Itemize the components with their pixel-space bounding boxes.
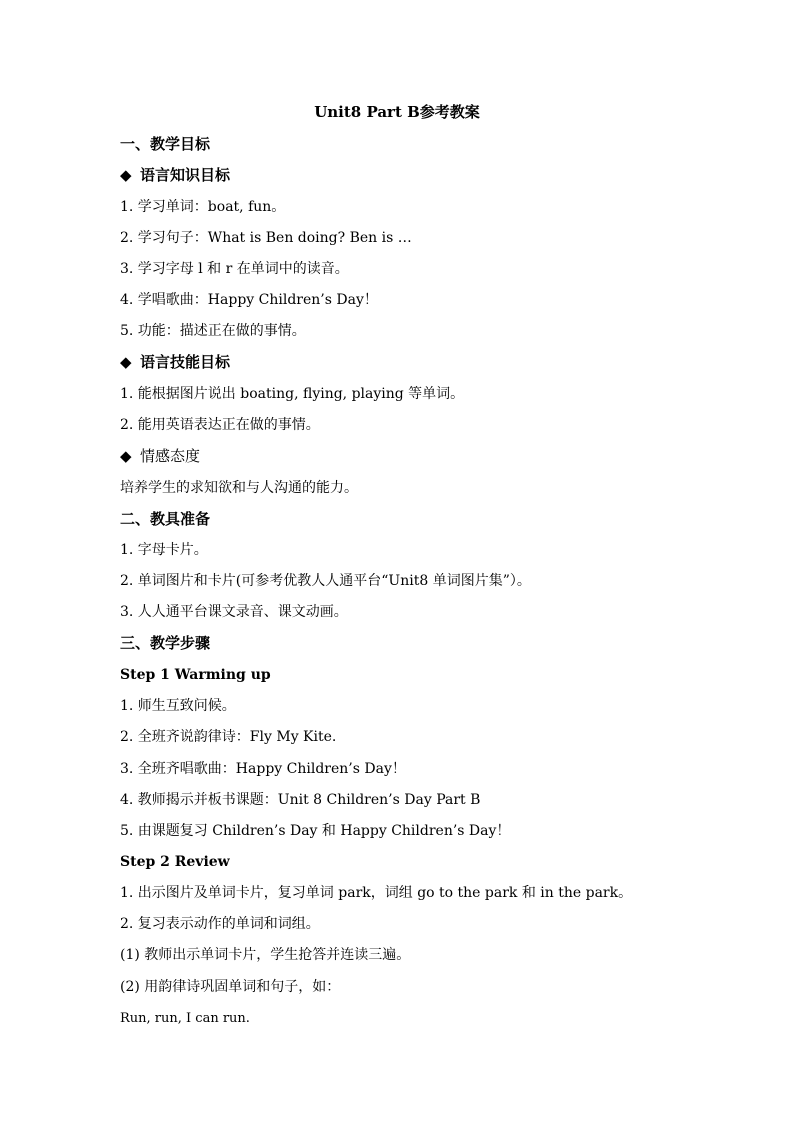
list-item: (1) 教师出示单词卡片，学生抢答并连读三遍。	[120, 947, 411, 963]
list-item: 2. 复习表示动作的单词和词组。	[120, 916, 320, 932]
list-item: 2. 全班齐说韵律诗：Fly My Kite.	[120, 729, 337, 745]
subheading-knowledge	[120, 166, 230, 184]
rhyme-line: Run, run, I can run.	[120, 1011, 250, 1026]
subheading-attitude	[120, 447, 200, 465]
list-item: 4. 学唱歌曲：Happy Children’s Day！	[120, 292, 378, 308]
document-title: Unit8 Part B参考教案	[314, 103, 480, 121]
list-item: 1. 字母卡片。	[120, 542, 208, 558]
subheading-label: 情感态度	[140, 447, 201, 465]
list-item: 2. 单词图片和卡片(可参考优教人人通平台“Unit8 单词图片集”）。	[120, 573, 531, 589]
list-item: 3. 学习字母 l 和 r 在单词中的读音。	[120, 261, 349, 277]
diamond-bullet-icon: ◆	[120, 447, 132, 465]
section-heading-tools: 二、教具准备	[120, 510, 211, 528]
list-item: 5. 功能：描述正在做的事情。	[120, 323, 306, 339]
subheading-label: 语言技能目标	[140, 353, 231, 371]
list-item: 5. 由课题复习 Children’s Day 和 Happy Children’s Day！	[120, 823, 511, 839]
subheading-label: 语言知识目标	[140, 166, 231, 184]
section-heading-goals: 一、教学目标	[120, 135, 211, 153]
list-item: 1. 师生互致问候。	[120, 698, 236, 714]
list-item: 4. 教师揭示并板书课题：Unit 8 Children’s Day Part B	[120, 792, 481, 808]
list-item: 1. 学习单词：boat, fun。	[120, 199, 286, 215]
list-item: 3. 人人通平台课文录音、课文动画。	[120, 604, 348, 620]
section-heading-steps: 三、教学步骤	[120, 634, 211, 652]
subheading-skills	[120, 353, 230, 371]
paragraph-attitude: 培养学生的求知欲和与人沟通的能力。	[120, 480, 358, 496]
list-item: 3. 全班齐唱歌曲：Happy Children’s Day！	[120, 761, 406, 777]
step-heading: Step 2 Review	[120, 854, 230, 870]
diamond-bullet-icon: ◆	[120, 353, 132, 371]
list-item: 1. 能根据图片说出 boating, flying, playing 等单词。	[120, 386, 465, 402]
list-item: 1. 出示图片及单词卡片，复习单词 park，词组 go to the park 和 in the park。	[120, 885, 633, 901]
list-item: (2) 用韵律诗巩固单词和句子，如：	[120, 979, 341, 995]
list-item: 2. 学习句子：What is Ben doing? Ben is …	[120, 230, 412, 246]
diamond-bullet-icon: ◆	[120, 166, 132, 184]
step-heading: Step 1 Warming up	[120, 667, 271, 683]
list-item: 2. 能用英语表达正在做的事情。	[120, 417, 320, 433]
